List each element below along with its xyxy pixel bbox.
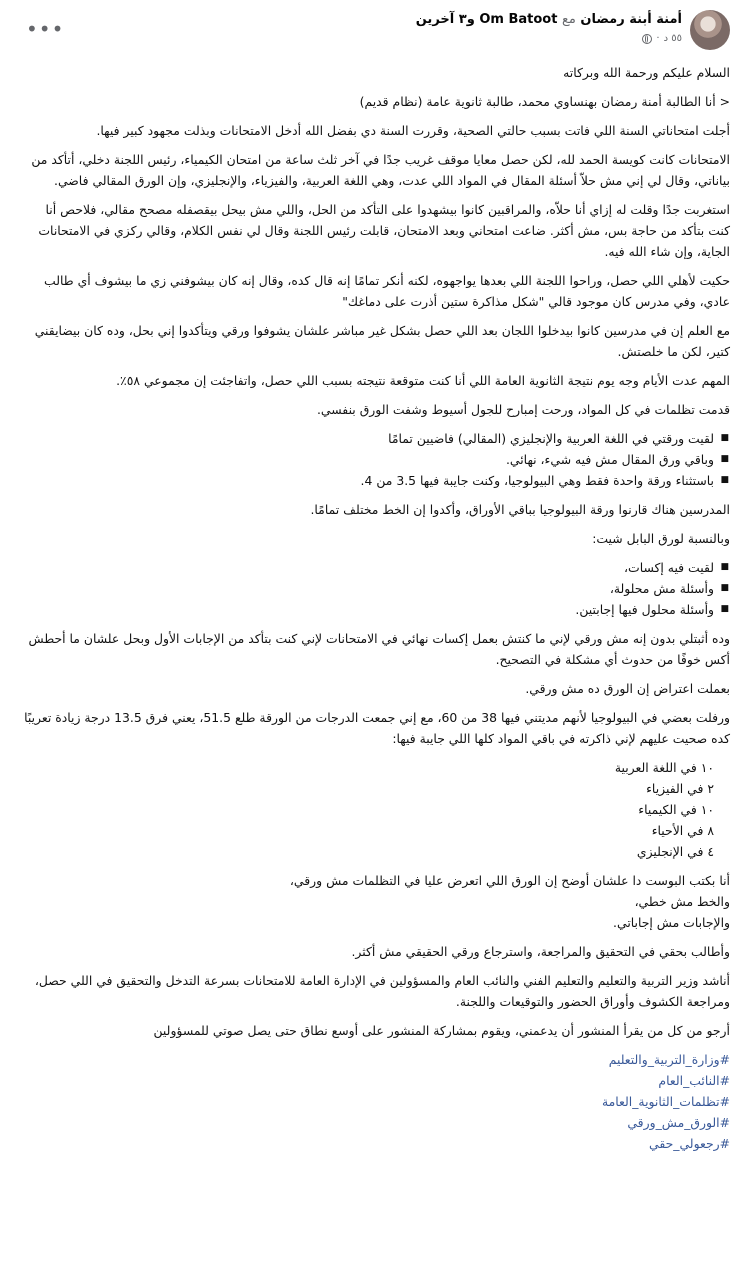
paragraph: وبالنسبة لورق البابل شيت:: [592, 531, 730, 546]
hashtag-link[interactable]: #تظلمات_الثانوية_العامة: [601, 1094, 730, 1109]
list-item: ٨ في الأحياء: [651, 823, 714, 838]
post-subline: ٥٥ د ·: [416, 33, 682, 44]
paragraph: الامتحانات كانت كويسة الحمد لله، لكن حصل معايا موقف غريب جدًا في آخر ثلث ساعة من امتحان الكيمياء، رئيس اللجنة دخلي، أتأكد من بياناتي، وقال لي إني مش حلاّ أسئلة المقال في المواد اللي عدت، وهي اللغة العربية، والفيزياء، والإنجليزي، وإن الورق المقالي فاضي.: [31, 152, 730, 188]
paragraph: بعملت اعتراض إن الورق ده مش ورقي.: [525, 681, 730, 696]
paragraph: وده أثبتلي بدون إنه مش ورقي لإني ما كنتش بعمل إكسات نهائي في الامتحانات لإني كنت بتأكد من الإجابات الأول وبحل علشان ما أحطش أكس خوفًا من حدوث أي مشكلة في التصحيح.: [28, 631, 730, 667]
tagged-others[interactable]: و٣ آخرين: [415, 12, 475, 27]
author-avatar[interactable]: [690, 10, 730, 50]
list-item: ■ لقيت فيه إكسات،: [22, 557, 714, 578]
intro-line: < أنا الطالبة أمنة رمضان بهنساوي محمد، طالبة ثانوية عامة (نظام قديم): [359, 94, 730, 109]
paragraph: أنا بكتب البوست دا علشان أوضح إن الورق اللي اتعرض عليا في التظلمات مش ورقي،: [289, 873, 730, 888]
list-item: ٤ في الإنجليزي: [636, 844, 714, 859]
paragraph: أجلت امتحاناتي السنة اللي فاتت بسبب حالتي الصحية، وقررت السنة دي بفضل الله أدخل الامتحانات وبذلت مجهود كبير فيها.: [96, 123, 730, 138]
paragraph: حكيت لأهلي اللي حصل، وراحوا اللجنة اللي بعدها يواجهوه، لكنه أنكر تمامًا إنه قال كده، وقال إنه كان بيشوفني زي ما بيشوف أي طالب عادي، وفي مدرس كان موجود قالي "شكل مذاكرة ستين أذرت على دماغك": [44, 273, 730, 309]
paragraph: والخط مش خطي،: [634, 894, 730, 909]
hashtag-link[interactable]: #النائب_العام: [658, 1073, 730, 1088]
list-item: ■ وأسئلة مش محلولة،: [22, 578, 714, 599]
post-meta: [416, 10, 682, 44]
list-item: ■ لقيت ورقتي في اللغة العربية والإنجليزي (المقالي) فاضيين تمامًا: [22, 428, 714, 449]
globe-icon: [642, 34, 652, 44]
author-name[interactable]: أمنة أبنة رمضان: [580, 12, 682, 27]
post-time[interactable]: ٥٥ د: [663, 33, 682, 44]
post-header: [22, 10, 730, 62]
paragraph: أرجو من كل من يقرأ المنشور أن يدعمني، ويقوم بمشاركة المنشور على أوسع نطاق حتى يصل صوتي للمسؤولين: [153, 1023, 730, 1038]
paragraph: أناشد وزير التربية والتعليم والتعليم الفني والنائب العام والمسؤولين في الإدارة العامة للامتحانات بسرعة التدخل والتحقيق في اللي حصل، ومراجعة الكشوف وأوراق الحضور والتوقيعات واللجنة.: [34, 973, 730, 1009]
list-item: ■ وباقي ورق المقال مش فيه شيء، نهائي.: [22, 449, 714, 470]
list-item: ٢ في الفيزياء: [646, 781, 714, 796]
list-item: ■ باستثناء ورقة واحدة فقط وهي البيولوجيا، وكنت جايبة فيها 3.5 من 4.: [22, 470, 714, 491]
hashtag-link[interactable]: #رجعولي_حقي: [649, 1136, 730, 1151]
scores-list: [22, 757, 730, 862]
list-item: ١٠ في اللغة العربية: [614, 760, 714, 775]
bubble-sheet-list: [22, 557, 730, 620]
findings-list: [22, 428, 730, 491]
more-options-icon[interactable]: •••: [26, 17, 65, 41]
paragraph: قدمت تظلمات في كل المواد، ورحت إمبارح للجول أسيوط وشفت الورق بنفسي.: [316, 402, 730, 417]
hashtag-link[interactable]: #الورق_مش_ورقي: [627, 1115, 730, 1130]
paragraph: ورفلت بعضي في البيولوجيا لأنهم مديتني فيها 38 من 60، مع إني جمعت الدرجات من الورقة طلع 51.5، يعني فرق 13.5 درجة زيادة تعريبًا كده صحيت عليهم لإني ذاكرته في باقي المواد كلها اللي جايبة فيها:: [24, 710, 730, 746]
paragraph: المدرسين هناك قارنوا ورقة البيولوجيا بباقي الأوراق، وأكدوا إن الخط مختلف تمامًا.: [310, 502, 730, 517]
paragraph: مع العلم إن في مدرسين كانوا بيدخلوا اللجان بعد اللي حصل بشكل غير مباشر علشان يشوفوا ورقي ويتأكدوا إني بحل، وده كان بيضايقني كتير، لكن ما خلصتش.: [34, 323, 730, 359]
tagged-name[interactable]: Om Batoot: [479, 12, 558, 27]
list-item: ١٠ في الكيمياء: [638, 802, 714, 817]
greeting: السلام عليكم ورحمة الله وبركاته: [563, 65, 730, 80]
with-word: مع: [561, 12, 576, 27]
author-line: [416, 12, 682, 27]
paragraph: المهم عدت الأيام وجه يوم نتيجة الثانوية العامة اللي أنا كنت متوقعة نتيجته بسبب اللي حصل، واتفاجئت إن مجموعي ٥٨٪.: [116, 373, 730, 388]
paragraph: استغربت جدًا وقلت له إزاي أنا حلاّه، والمراقبين كانوا بيشهدوا على التأكد من الحل، واللي مش بيحل بيقصفله مصحح مقالي، فلاحص أنا كنت بتأكد من حاجة بس، مش أكثر. ضاعت امتحاني وبعد الامتحان، قابلت رئيس اللجنة وقال لي نفس الكلام، وقالي ركزي في الامتحانات الجاية، وإن شاء الله فيه.: [38, 202, 730, 259]
hashtag-list: [22, 1049, 730, 1154]
list-item: ■ وأسئلة محلول فيها إجابتين.: [22, 599, 714, 620]
paragraph: والإجابات مش إجاباتي.: [613, 915, 730, 930]
post-body: [22, 62, 730, 1154]
paragraph: وأطالب بحقي في التحقيق والمراجعة، واسترجاع ورقي الحقيقي مش أكثر.: [351, 944, 730, 959]
hashtag-link[interactable]: #وزارة_التربية_والتعليم: [608, 1052, 730, 1067]
